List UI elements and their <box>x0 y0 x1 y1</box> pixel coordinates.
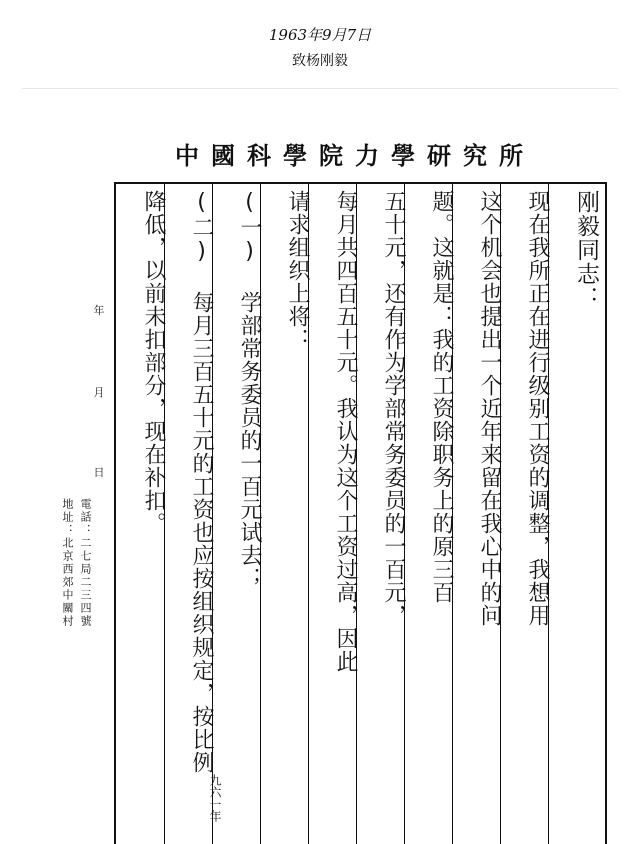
letter-column: 题。这就是：我的工资除职务上的原三百 <box>429 190 454 604</box>
letterhead-title: 中國科學院力學研究所 <box>175 141 535 170</box>
letter-column: (二) 每月三百五十元的工资也应按组织规定，按比例 <box>189 190 214 774</box>
letter-column: 请求组织上将： <box>285 190 310 351</box>
letter-column: 降低，以前未扣部分，现在补扣。 <box>141 190 166 535</box>
margin-year-label: 年 <box>93 304 105 317</box>
institute-address: 地址：北京西郊中關村 <box>61 498 74 628</box>
letter-salutation: 刚毅同志： <box>573 190 599 310</box>
letter-sheet <box>114 182 607 844</box>
letter-column: 这个机会也提出一个近年来留在我心中的问 <box>477 190 502 627</box>
letter-column: 现在我所正在进行级别工资的调整，我想用 <box>525 190 550 627</box>
divider <box>22 88 618 89</box>
letter-recipient: 致杨刚毅 <box>292 53 348 69</box>
phone-number: 電話：二七局二三四號 <box>79 498 92 628</box>
margin-month-label: 月 <box>93 386 105 399</box>
margin-day-label: 日 <box>93 466 105 479</box>
letter-column: 五十元，还有作为学部常务委员的一百元， <box>381 190 406 627</box>
letter-column: 每月共四百五十元。我认为这个工资过高，因此 <box>333 190 358 673</box>
inline-annotation: 九六一年 <box>208 774 222 822</box>
letter-column: (一) 学部常务委员的一百元试去； <box>237 190 262 590</box>
letter-date: 1963年9月7日 <box>268 26 372 44</box>
